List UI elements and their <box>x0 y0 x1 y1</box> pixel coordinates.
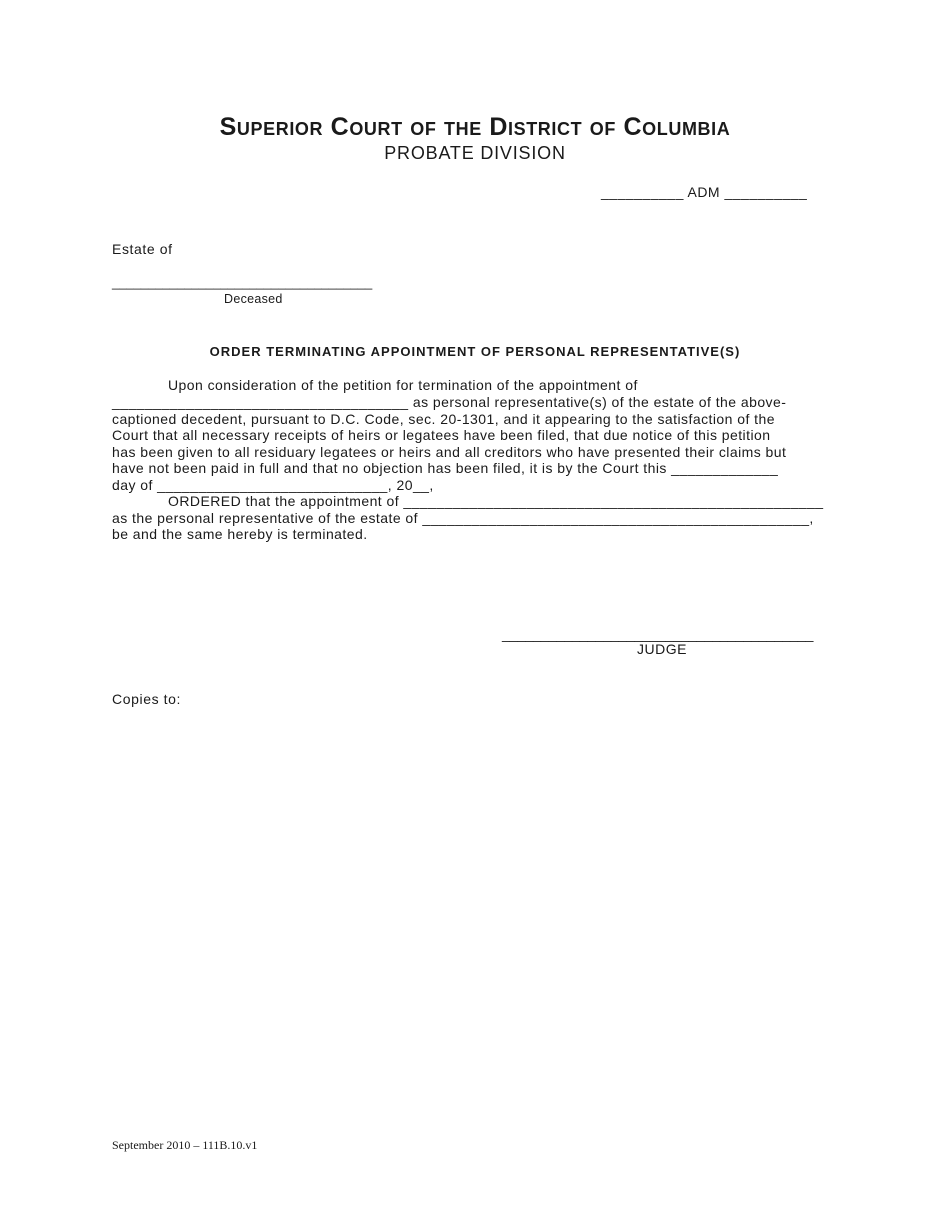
form-footer: September 2010 – 111B.10.v1 <box>112 1138 258 1152</box>
order-title: ORDER TERMINATING APPOINTMENT OF PERSONAL REPRESENTATIVE(S) <box>209 344 741 359</box>
judge-label: JUDGE <box>637 641 687 657</box>
order-text-line: ____________________________________ as personal representative(s) of the estate of the above- <box>112 394 787 410</box>
order-text-line: be and the same hereby is terminated. <box>112 526 368 542</box>
order-text-line: Court that all necessary receipts of heirs or legatees have been filed, that due notice of this petition <box>112 427 771 443</box>
order-text-line: captioned decedent, pursuant to D.C. Code, sec. 20-1301, and it appearing to the satisfaction of the <box>112 411 775 427</box>
division-name: PROBATE DIVISION <box>384 143 566 163</box>
order-text-line: has been given to all residuary legatees or heirs and all creditors who have presented their claims but <box>112 444 787 460</box>
court-name: Superior Court of the District of Columbia <box>219 113 731 141</box>
order-text-line: have not been paid in full and that no objection has been filed, it is by the Court this _____________ <box>112 460 779 476</box>
judge-signature-line: ________________________________________ <box>502 626 814 642</box>
order-text-line: day of ____________________________, 20__, <box>112 477 434 493</box>
adm-number-field: __________ ADM __________ <box>601 184 808 200</box>
order-text-line: Upon consideration of the petition for termination of the appointment of <box>168 377 638 393</box>
order-text-line: as the personal representative of the estate of _______________________________________________, <box>112 510 814 526</box>
copies-to-label: Copies to: <box>112 691 182 707</box>
estate-of-label: Estate of <box>112 241 173 257</box>
decedent-name-line: ____________________________________ <box>112 275 373 290</box>
deceased-label: Deceased <box>224 292 283 306</box>
order-text-line: ORDERED that the appointment of ___________________________________________________ <box>168 493 824 509</box>
